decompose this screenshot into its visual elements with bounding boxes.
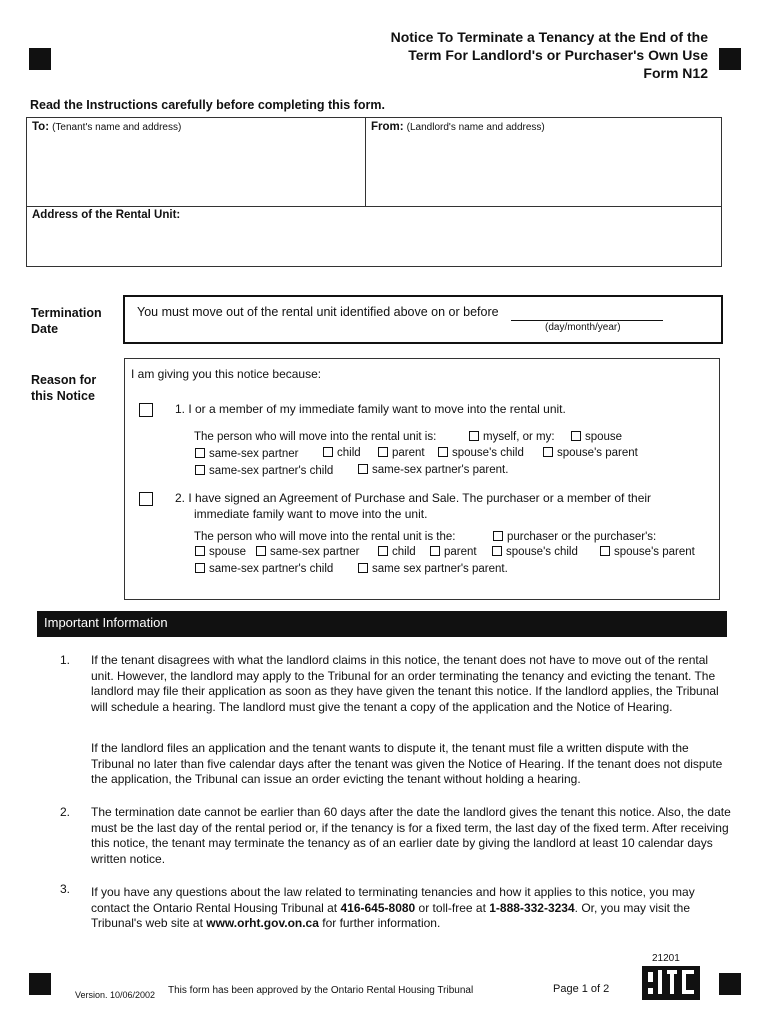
reason-intro: I am giving you this notice because: bbox=[131, 367, 322, 381]
choice-label: same-sex partner bbox=[270, 546, 360, 558]
termination-text: You must move out of the rental unit identified above on or before bbox=[137, 305, 499, 319]
termination-date-box bbox=[123, 295, 723, 344]
choice-p-same-sex-partner[interactable] bbox=[256, 546, 359, 558]
checkbox[interactable] bbox=[493, 531, 503, 541]
choice-spouse[interactable] bbox=[571, 431, 622, 443]
reason-label-line2: this Notice bbox=[31, 389, 95, 403]
option2-checkbox[interactable] bbox=[139, 492, 153, 506]
checkbox[interactable] bbox=[195, 546, 205, 556]
rental-unit-label: Address of the Rental Unit: bbox=[32, 209, 181, 221]
checkbox[interactable] bbox=[571, 431, 581, 441]
registration-mark-bottom-left bbox=[29, 973, 51, 995]
item-number: 1. bbox=[60, 653, 71, 667]
option1-text: 1. I or a member of my immediate family want to move into the rental unit. bbox=[175, 402, 566, 416]
choice-label: spouse's child bbox=[452, 447, 524, 459]
checkbox[interactable] bbox=[195, 465, 205, 475]
termination-date-field[interactable] bbox=[511, 320, 663, 321]
choice-label: purchaser or the purchaser's: bbox=[507, 531, 657, 543]
item1-paragraph1: If the tenant disagrees with what the landlord claims in this notice, the tenant does not have to move out of the rental unit. However, the landlord may apply to the Tribunal for an order terminating the tenancy and evicting the tenant. The landlord may file their application as soon as they have given the tenant this notice. If the landlord applies, the Tribunal will schedule a hearing. The landlord must give the tenant a copy of the application and the Notice of Hearing. bbox=[91, 653, 719, 714]
form-header bbox=[391, 28, 708, 82]
option1-who-text: The person who will move into the rental unit is: bbox=[194, 431, 437, 443]
choice-label: same-sex partner's child bbox=[209, 563, 334, 575]
choice-parent[interactable] bbox=[378, 447, 425, 459]
form-title-line2: Term For Landlord's or Purchaser's Own Use bbox=[408, 47, 708, 63]
choice-label: parent bbox=[444, 546, 477, 558]
important-heading: Important Information bbox=[37, 611, 727, 637]
termination-label bbox=[31, 305, 102, 337]
checkbox[interactable] bbox=[430, 546, 440, 556]
item-number: 3. bbox=[60, 882, 71, 896]
checkbox[interactable] bbox=[323, 447, 333, 457]
item-number: 2. bbox=[60, 805, 71, 819]
choice-spouses-parent[interactable] bbox=[543, 447, 638, 459]
choice-label: spouse's parent bbox=[557, 447, 638, 459]
item2-paragraph: The termination date cannot be earlier than 60 days after the date the landlord gives the tenant this notice. Also, the date must be the last day of the rental period or, if the tenancy is for a fixed term, the last day of the fixed term. After receiving this notice, the tenant may terminate the tenancy as of an earlier date by giving the landlord at least 10 calendar days written notice. bbox=[91, 805, 731, 866]
registration-mark-top-left bbox=[29, 48, 51, 70]
checkbox[interactable] bbox=[358, 464, 368, 474]
choice-label: same sex partner's parent. bbox=[372, 563, 508, 575]
text: for further information. bbox=[318, 916, 441, 930]
choice-label: spouse bbox=[585, 431, 623, 443]
from-hint: (Landlord's name and address) bbox=[406, 122, 545, 133]
choice-label: same-sex partner's parent. bbox=[372, 464, 509, 476]
choice-p-spouse[interactable] bbox=[195, 546, 246, 558]
website-link[interactable]: www.orht.gov.on.ca bbox=[206, 916, 319, 930]
checkbox[interactable] bbox=[195, 563, 205, 573]
text: or toll-free at bbox=[415, 900, 490, 915]
checkbox[interactable] bbox=[469, 431, 479, 441]
version-text: Version. 10/06/2002 bbox=[75, 990, 156, 1000]
checkbox[interactable] bbox=[195, 448, 205, 458]
registration-mark-bottom-right bbox=[719, 973, 741, 995]
checkbox[interactable] bbox=[438, 447, 448, 457]
rental-unit-field[interactable] bbox=[32, 209, 180, 221]
choice-purchaser[interactable] bbox=[493, 531, 656, 543]
option2-who-text: The person who will move into the rental unit is the: bbox=[194, 531, 456, 543]
choice-p-spouses-parent[interactable] bbox=[600, 546, 695, 558]
checkbox[interactable] bbox=[378, 546, 388, 556]
termination-label-line2: Date bbox=[31, 322, 59, 336]
choice-p-spouses-child[interactable] bbox=[492, 546, 578, 558]
text: . Or, you may visit the Tribunal's web site at bbox=[91, 900, 691, 930]
choice-label: child bbox=[392, 546, 416, 558]
address-section bbox=[26, 117, 722, 267]
choice-spouses-child[interactable] bbox=[438, 447, 524, 459]
to-hint: (Tenant's name and address) bbox=[52, 122, 182, 133]
option2-text-line1: 2. I have signed an Agreement of Purchase and Sale. The purchaser or a member of their bbox=[175, 491, 652, 505]
choice-label: same-sex partner's child bbox=[209, 465, 334, 477]
choice-label: spouse bbox=[209, 546, 247, 558]
toll-free-phone: 1-888-332-3234 bbox=[489, 900, 575, 915]
checkbox[interactable] bbox=[256, 546, 266, 556]
from-field[interactable] bbox=[371, 121, 545, 133]
option2-text-line2: immediate family want to move into the unit. bbox=[194, 507, 428, 521]
item1-paragraph2: If the landlord files an application and the tenant wants to dispute it, the tenant must file a written dispute with the Tribunal no later than five calendar days after the tenant was given the Notice of Hearing. If the tenant does not dispute the application, the Tribunal can issue an order evicting the tenant without holding a hearing. bbox=[91, 741, 723, 786]
checkbox[interactable] bbox=[492, 546, 502, 556]
reason-label-line1: Reason for bbox=[31, 373, 97, 387]
choice-myself[interactable] bbox=[469, 431, 555, 443]
choice-p-child[interactable] bbox=[378, 546, 416, 558]
page-number: Page 1 of 2 bbox=[553, 983, 610, 995]
form-title-line1: Notice To Terminate a Tenancy at the End of the bbox=[390, 29, 708, 45]
tribunal-phone: 416-645-8080 bbox=[340, 900, 416, 915]
checkbox[interactable] bbox=[358, 563, 368, 573]
date-format-hint: (day/month/year) bbox=[545, 322, 621, 333]
choice-label: same-sex partner bbox=[209, 448, 299, 460]
choice-same-sex-partner[interactable] bbox=[195, 448, 298, 460]
termination-label-line1: Termination bbox=[31, 306, 102, 320]
instructions-text: Read the Instructions carefully before completing this form. bbox=[30, 98, 385, 112]
choice-label: spouse's parent bbox=[614, 546, 695, 558]
divider bbox=[365, 118, 366, 206]
to-label: To: bbox=[32, 121, 50, 133]
registration-mark-top-right bbox=[719, 48, 741, 70]
choice-label: myself, or my: bbox=[483, 431, 555, 443]
choice-partners-parent[interactable] bbox=[358, 464, 508, 476]
approval-text: This form has been approved by the Ontario Rental Housing Tribunal bbox=[168, 985, 474, 996]
form-number: Form N12 bbox=[643, 65, 708, 81]
from-label: From: bbox=[371, 121, 404, 133]
to-field[interactable] bbox=[32, 121, 181, 133]
tribunal-logo-icon bbox=[642, 966, 700, 1000]
choice-label: spouse's child bbox=[506, 546, 578, 558]
choice-p-partners-parent[interactable] bbox=[358, 563, 508, 575]
reason-label bbox=[31, 372, 96, 404]
form-code: 21201 bbox=[652, 953, 680, 964]
divider bbox=[27, 206, 721, 207]
option1-checkbox[interactable] bbox=[139, 403, 153, 417]
item3-paragraph bbox=[91, 885, 731, 932]
checkbox[interactable] bbox=[543, 447, 553, 457]
choice-partners-child[interactable] bbox=[195, 465, 333, 477]
choice-label: parent bbox=[392, 447, 425, 459]
choice-child[interactable] bbox=[323, 447, 361, 459]
choice-label: child bbox=[337, 447, 361, 459]
choice-p-partners-child[interactable] bbox=[195, 563, 333, 575]
checkbox[interactable] bbox=[600, 546, 610, 556]
text: If you have any questions about the law related to terminating tenancies and how it applies to this notice, you may contact the Ontario Rental Housing Tribunal at bbox=[91, 885, 695, 915]
checkbox[interactable] bbox=[378, 447, 388, 457]
reason-box bbox=[124, 358, 720, 600]
choice-p-parent[interactable] bbox=[430, 546, 477, 558]
